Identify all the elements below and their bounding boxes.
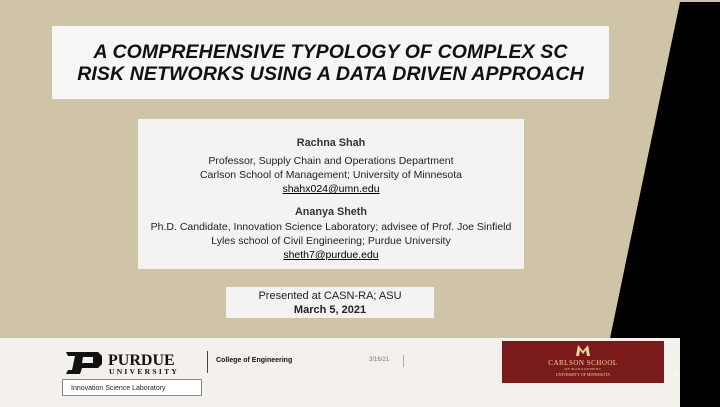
carlson-school-logo xyxy=(502,341,664,383)
purdue-word: PURDUE xyxy=(108,352,175,369)
author-2-affiliation: Lyles school of Civil Engineering; Purdue University xyxy=(211,235,451,247)
title-line-2: RISK NETWORKS USING A DATA DRIVEN APPROACH xyxy=(77,62,584,85)
title-line-1: A COMPREHENSIVE TYPOLOGY OF COMPLEX SC xyxy=(93,40,568,63)
minnesota-m-icon xyxy=(576,345,590,356)
page-number: 1 xyxy=(675,373,679,379)
carlson-school-sub: OF MANAGEMENT xyxy=(564,367,602,371)
college-of-engineering-label: College of Engineering xyxy=(216,357,293,364)
venue-line: Presented at CASN-RA; ASU xyxy=(258,290,402,302)
authors-box xyxy=(138,119,524,269)
author-1-affiliation: Carlson School of Management; University of Minnesota xyxy=(199,169,463,181)
carlson-school-name: CARLSON SCHOOL xyxy=(548,359,618,367)
author-2-name: Ananya Sheth xyxy=(295,206,367,218)
venue-date: March 5, 2021 xyxy=(293,304,367,316)
author-1-email-link[interactable]: shahx024@umn.edu xyxy=(282,183,380,195)
author-1-title: Professor, Supply Chain and Operations Department xyxy=(208,155,454,167)
university-word: UNIVERSITY xyxy=(109,367,180,376)
purdue-p-icon xyxy=(66,352,102,374)
date-divider xyxy=(403,355,404,367)
innovation-science-lab-label: Innovation Science Laboratory xyxy=(62,379,202,396)
title-box xyxy=(52,26,609,99)
footer-divider xyxy=(207,351,208,373)
venue-box xyxy=(226,287,434,318)
author-2-title: Ph.D. Candidate, Innovation Science Laboratory; advisee of Prof. Joe Sinfield xyxy=(150,221,512,233)
author-2-email-link[interactable]: sheth7@purdue.edu xyxy=(283,249,379,261)
purdue-logo xyxy=(64,350,200,376)
author-1-name: Rachna Shah xyxy=(296,137,366,149)
carlson-university-name: UNIVERSITY OF MINNESOTA xyxy=(555,372,611,377)
slide-date: 3/16/21 xyxy=(369,357,390,363)
